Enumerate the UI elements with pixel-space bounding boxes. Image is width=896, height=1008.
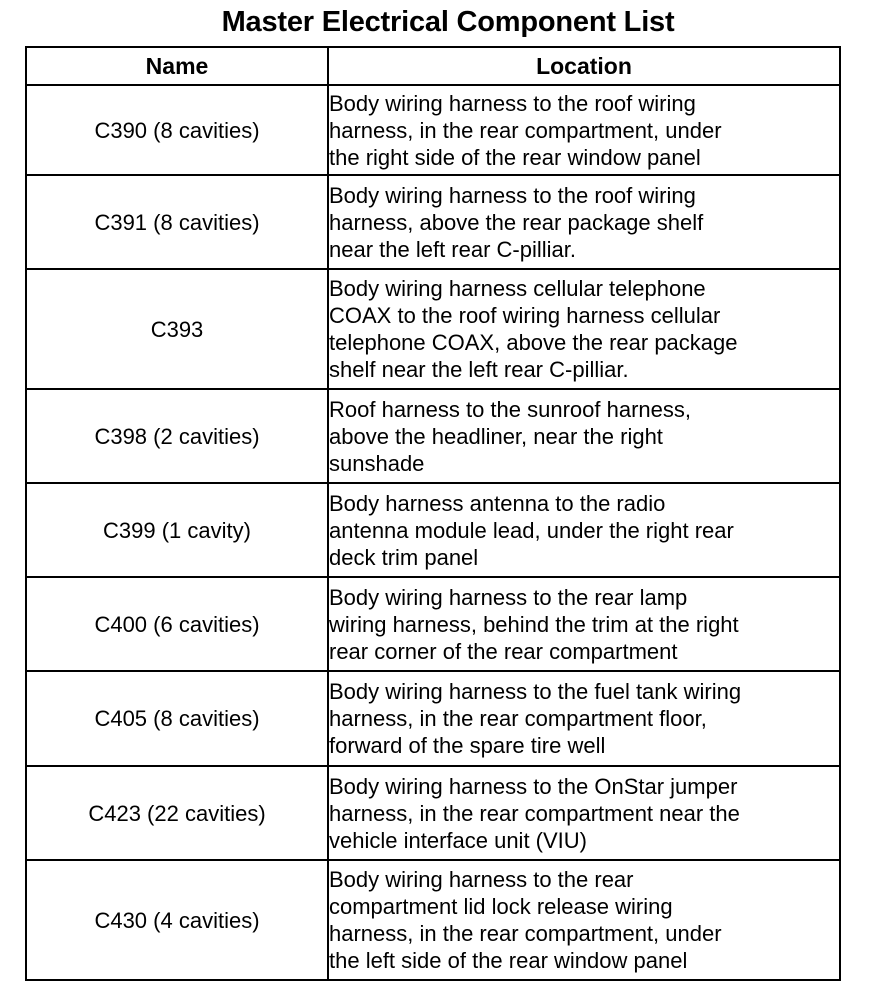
component-location: [328, 577, 840, 671]
location-line: forward of the spare tire well: [329, 733, 606, 758]
component-location: [328, 85, 840, 175]
location-line: Body wiring harness to the fuel tank wiring: [329, 679, 742, 704]
location-line: Body wiring harness to the roof wiring: [329, 90, 696, 116]
component-name: C391 (8 cavities): [26, 175, 328, 269]
table-row: [26, 671, 840, 766]
location-line: harness, in the rear compartment near the: [329, 800, 740, 826]
location-line: sunshade: [329, 450, 425, 476]
location-line: Body wiring harness to the rear: [329, 867, 634, 892]
location-line: shelf near the left rear C-pilliar.: [329, 357, 629, 382]
location-line: Body wiring harness to the OnStar jumper: [329, 773, 738, 799]
location-line: rear corner of the rear compartment: [329, 638, 678, 664]
table-row: [26, 389, 840, 483]
location-line: Body harness antenna to the radio: [329, 490, 666, 516]
location-line: Roof harness to the sunroof harness,: [329, 396, 691, 422]
component-location: [328, 389, 840, 483]
component-name: C400 (6 cavities): [26, 577, 328, 671]
component-location: [328, 671, 840, 766]
component-name: C405 (8 cavities): [26, 671, 328, 766]
component-location: [328, 766, 840, 860]
location-line: near the left rear C-pilliar.: [329, 236, 576, 262]
location-line: compartment lid lock release wiring: [329, 894, 673, 919]
location-line: harness, in the rear compartment, under: [329, 921, 722, 946]
component-location: [328, 269, 840, 389]
table-header-row: [26, 47, 840, 85]
location-line: vehicle interface unit (VIU): [329, 827, 587, 853]
component-location: [328, 483, 840, 577]
component-name: C423 (22 cavities): [26, 766, 328, 860]
location-line: COAX to the roof wiring harness cellular: [329, 303, 721, 328]
table-row: [26, 269, 840, 389]
component-name: C399 (1 cavity): [26, 483, 328, 577]
component-table: [25, 46, 841, 981]
location-line: Body wiring harness cellular telephone: [329, 276, 706, 301]
location-line: above the headliner, near the right: [329, 423, 663, 449]
page-title: Master Electrical Component List: [221, 6, 675, 38]
component-name: C430 (4 cavities): [26, 860, 328, 980]
table-row: [26, 175, 840, 269]
table-row: [26, 483, 840, 577]
column-header-name: Name: [26, 47, 328, 85]
location-line: wiring harness, behind the trim at the right: [329, 611, 739, 637]
column-header-location: Location: [328, 47, 840, 85]
component-location: [328, 175, 840, 269]
location-line: the left side of the rear window panel: [329, 948, 688, 973]
table-row: [26, 766, 840, 860]
location-line: deck trim panel: [329, 544, 479, 570]
component-name: C398 (2 cavities): [26, 389, 328, 483]
table-row: [26, 85, 840, 175]
table-row: [26, 577, 840, 671]
table-row: [26, 860, 840, 980]
location-line: harness, above the rear package shelf: [329, 209, 704, 235]
location-line: Body wiring harness to the roof wiring: [329, 182, 696, 208]
location-line: Body wiring harness to the rear lamp: [329, 584, 688, 610]
location-line: harness, in the rear compartment, under: [329, 117, 722, 143]
location-line: the right side of the rear window panel: [329, 144, 701, 170]
component-name: C393: [26, 269, 328, 389]
location-line: harness, in the rear compartment floor,: [329, 706, 707, 731]
component-name: C390 (8 cavities): [26, 85, 328, 175]
location-line: telephone COAX, above the rear package: [329, 330, 738, 355]
location-line: antenna module lead, under the right rear: [329, 517, 734, 543]
component-location: [328, 860, 840, 980]
